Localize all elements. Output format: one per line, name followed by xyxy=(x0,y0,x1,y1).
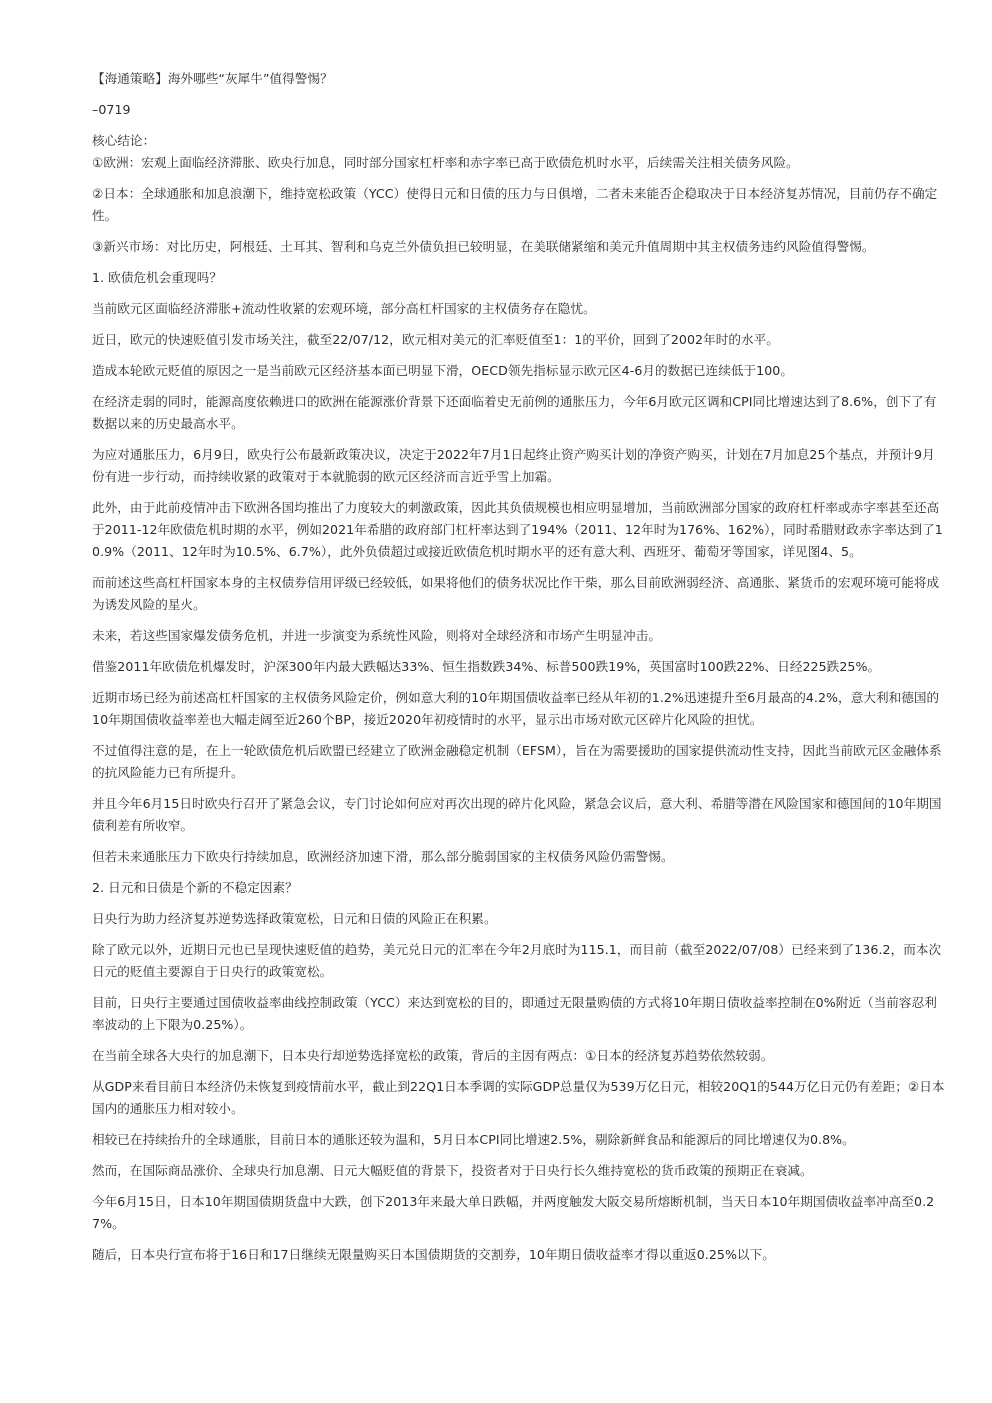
conclusion-emerging: ③新兴市场：对比历史，阿根廷、土耳其、智利和乌克兰外债负担已较明显，在美联储紧缩和美元升值周期中其主权债务违约风险值得警惕。 xyxy=(92,239,875,254)
paragraph: 今年6月15日，日本10年期国债期货盘中大跌，创下2013年来最大单日跌幅，并两度触发大阪交易所熔断机制，当天日本10年期国债收益率冲高至0.27%。 xyxy=(92,1194,935,1231)
document-title: 【海通策略】海外哪些“灰犀牛”值得警惕？ xyxy=(92,71,333,86)
document-date: –0719 xyxy=(92,102,131,117)
document-page xyxy=(92,68,947,1275)
paragraph: 除了欧元以外，近期日元也已呈现快速贬值的趋势，美元兑日元的汇率在今年2月底时为115.1，而目前（截至2022/07/08）已经来到了136.2，而本次日元的贬值主要源自于日央行的政策宽松。 xyxy=(92,942,942,979)
paragraph: 未来，若这些国家爆发债务危机，并进一步演变为系统性风险，则将对全球经济和市场产生明显冲击。 xyxy=(92,628,661,643)
paragraph: 从GDP来看目前日本经济仍未恢复到疫情前水平，截止到22Q1日本季调的实际GDP总量仅为539万亿日元，相较20Q1的544万亿日元仍有差距；②日本国内的通胀压力相对较小。 xyxy=(92,1079,945,1116)
paragraph: 然而，在国际商品涨价、全球央行加息潮、日元大幅贬值的背景下，投资者对于日央行长久维持宽松的货币政策的预期正在衰减。 xyxy=(92,1163,813,1178)
paragraph: 随后，日本央行宣布将于16日和17日继续无限量购买日本国债期货的交割券，10年期日债收益率才得以重返0.25%以下。 xyxy=(92,1247,775,1262)
paragraph: 在当前全球各大央行的加息潮下，日本央行却逆势选择宽松的政策，背后的主因有两点：①日本的经济复苏趋势依然较弱。 xyxy=(92,1048,774,1063)
paragraph: 在经济走弱的同时，能源高度依赖进口的欧洲在能源涨价背景下还面临着史无前例的通胀压力，今年6月欧元区调和CPI同比增速达到了8.6%，创下了有数据以来的历史最高水平。 xyxy=(92,394,937,431)
paragraph: 并且今年6月15日时欧央行召开了紧急会议，专门讨论如何应对再次出现的碎片化风险，紧急会议后，意大利、希腊等潜在风险国家和德国间的10年期国债利差有所收窄。 xyxy=(92,796,942,833)
paragraph: 相较已在持续抬升的全球通胀，目前日本的通胀还较为温和，5月日本CPI同比增速2.5%，剔除新鲜食品和能源后的同比增速仅为0.8%。 xyxy=(92,1132,855,1147)
paragraph: 造成本轮欧元贬值的原因之一是当前欧元区经济基本面已明显下滑，OECD领先指标显示欧元区4-6月的数据已连续低于100。 xyxy=(92,363,794,378)
paragraph: 借鉴2011年欧债危机爆发时，沪深300年内最大跌幅达33%、恒生指数跌34%、标普500跌19%，英国富时100跌22%、日经225跌25%。 xyxy=(92,659,881,674)
section-heading-1: 1. 欧债危机会重现吗？ xyxy=(92,270,222,285)
section-heading-2: 2. 日元和日债是个新的不稳定因素？ xyxy=(92,880,298,895)
paragraph: 而前述这些高杠杆国家本身的主权债券信用评级已经较低，如果将他们的债务状况比作干柴，那么目前欧洲弱经济、高通胀、紧货币的宏观环境可能将成为诱发风险的星火。 xyxy=(92,575,940,612)
paragraph: 为应对通胀压力，6月9日，欧央行公布最新政策决议，决定于2022年7月1日起终止资产购买计划的净资产购买，计划在7月加息25个基点，并预计9月份有进一步行动，而持续收紧的政策对于本就脆弱的欧元区经济而言近乎雪上加霜。 xyxy=(92,447,935,484)
conclusion-japan: ②日本：全球通胀和加息浪潮下，维持宽松政策（YCC）使得日元和日债的压力与日俱增，二者未来能否企稳取决于日本经济复苏情况，目前仍存不确定性。 xyxy=(92,186,938,223)
paragraph: 当前欧元区面临经济滞胀+流动性收紧的宏观环境，部分高杠杆国家的主权债务存在隐忧。 xyxy=(92,301,596,316)
conclusion-heading: 核心结论： xyxy=(92,133,156,148)
paragraph: 目前，日央行主要通过国债收益率曲线控制政策（YCC）来达到宽松的目的，即通过无限量购债的方式将10年期日债收益率控制在0%附近（当前容忍利率波动的上下限为0.25%）。 xyxy=(92,995,937,1032)
conclusion-europe: ①欧洲：宏观上面临经济滞胀、欧央行加息，同时部分国家杠杆率和赤字率已高于欧债危机时水平，后续需关注相关债务风险。 xyxy=(92,155,799,170)
paragraph: 但若未来通胀压力下欧央行持续加息，欧洲经济加速下滑，那么部分脆弱国家的主权债务风险仍需警惕。 xyxy=(92,849,674,864)
paragraph: 近期市场已经为前述高杠杆国家的主权债务风险定价，例如意大利的10年期国债收益率已经从年初的1.2%迅速提升至6月最高的4.2%，意大利和德国的10年期国债收益率差也大幅走阔至近260个BP，接近2020年初疫情时的水平，显示出市场对欧元区碎片化风险的担忧。 xyxy=(92,690,940,727)
paragraph: 近日，欧元的快速贬值引发市场关注，截至22/07/12，欧元相对美元的汇率贬值至1：1的平价，回到了2002年时的水平。 xyxy=(92,332,779,347)
paragraph: 此外，由于此前疫情冲击下欧洲各国均推出了力度较大的刺激政策，因此其负债规模也相应明显增加，当前欧洲部分国家的政府杠杆率或赤字率甚至还高于2011-12年欧债危机时期的水平，例如2021年希腊的政府部门杠杆率达到了194%（2011、12年时为176%、162%），同时希腊财政赤字率达到了10.9%（2011、12年时为10.5%、6.7%），此外负债超过或接近欧债危机时期水平的还有意大利、西班牙、葡萄牙等国家，详见图4、5。 xyxy=(92,500,943,559)
paragraph: 不过值得注意的是，在上一轮欧债危机后欧盟已经建立了欧洲金融稳定机制（EFSM），旨在为需要援助的国家提供流动性支持，因此当前欧元区金融体系的抗风险能力已有所提升。 xyxy=(92,743,942,780)
paragraph: 日央行为助力经济复苏逆势选择政策宽松，日元和日债的风险正在积累。 xyxy=(92,911,497,926)
